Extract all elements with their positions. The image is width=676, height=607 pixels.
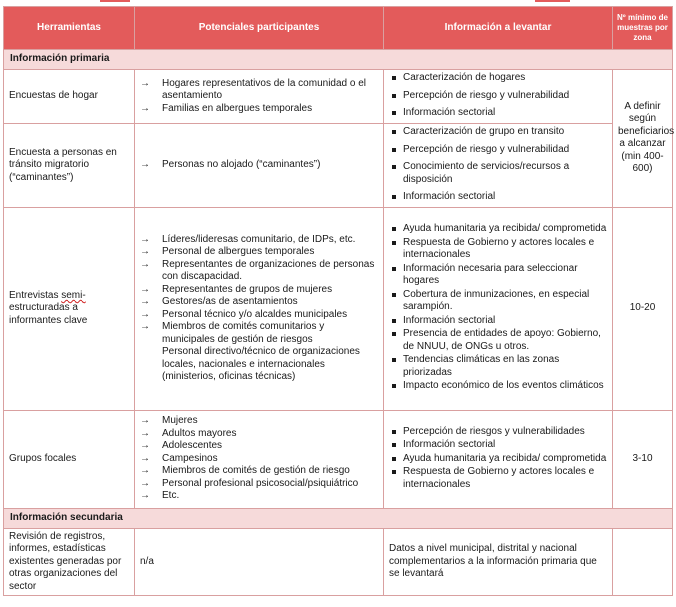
list-item: Personal directivo/técnico de organizaciones locales, nacionales e internacionales (ministerios, oficinas técnicas) xyxy=(162,346,360,382)
tool-cell: Revisión de registros, informes, estadísticas existentes generadas por otras organizaciones del sector xyxy=(4,528,135,596)
min-samples-cell: 3-10 xyxy=(613,410,673,508)
list-item: → Miembros de comités de gestión de riesgo xyxy=(140,465,350,477)
list-item: → Etc. xyxy=(140,490,180,502)
participants-cell xyxy=(135,410,384,508)
participants-cell: n/a xyxy=(135,528,384,596)
square-bullet-icon xyxy=(392,195,396,199)
list-item: → Miembros de comités comunitarios y municipales de gestión de riesgos xyxy=(140,321,325,345)
info-cell xyxy=(384,207,613,410)
info-cell xyxy=(384,70,613,124)
arrow-icon: → xyxy=(140,427,150,439)
participants-cell xyxy=(135,70,384,124)
min-samples-cell xyxy=(613,528,673,596)
arrow-icon: → xyxy=(140,233,150,245)
arrow-icon: → xyxy=(140,308,150,320)
section-secondary-title: Información secundaria xyxy=(4,508,673,528)
list-item: → Representantes de organizaciones de personas con discapacidad. xyxy=(140,258,375,282)
arrow-icon: → xyxy=(140,321,150,332)
square-bullet-icon xyxy=(392,148,396,152)
square-bullet-icon xyxy=(392,267,396,271)
info-cell xyxy=(384,410,613,508)
list-item: Información sectorial xyxy=(389,315,607,328)
list-item: Percepción de riesgo y vulnerabilidad xyxy=(389,144,607,157)
list-item: → Familias en albergues temporales xyxy=(140,102,313,114)
list-item: Respuesta de Gobierno y actores locales e internacionales xyxy=(389,237,607,262)
list-item: Información sectorial xyxy=(389,107,607,120)
arrow-icon: → xyxy=(140,477,150,489)
list-item: Respuesta de Gobierno y actores locales e internacionales xyxy=(389,466,607,491)
list-item: Información necesaria para seleccionar hogares xyxy=(389,263,607,288)
list-item: Impacto económico de los eventos climáticos xyxy=(389,380,607,393)
list-item: Ayuda humanitaria ya recibida/ comprometida xyxy=(389,223,607,236)
tool-cell: Encuesta a personas en tránsito migratorio (“caminantes”) xyxy=(4,124,135,208)
list-item: → Representantes de grupos de mujeres xyxy=(140,283,333,295)
min-samples-cell: A definir según beneficiarios a alcanzar (min 400-600) xyxy=(613,70,673,208)
tool-cell: Encuestas de hogar xyxy=(4,70,135,124)
header-row xyxy=(4,7,673,50)
section-primary-title: Información primaria xyxy=(4,50,673,70)
info-cell xyxy=(384,124,613,208)
participants-cell xyxy=(135,124,384,208)
list-item: Percepción de riesgo y vulnerabilidad xyxy=(389,90,607,103)
square-bullet-icon xyxy=(392,332,396,336)
list-item: → Gestores/as de asentamientos xyxy=(140,296,298,307)
square-bullet-icon xyxy=(392,384,396,388)
arrow-icon: → xyxy=(140,415,150,427)
arrow-icon: → xyxy=(140,77,150,89)
list-item: Presencia de entidades de apoyo: Gobierno, de NNUU, de ONGs u otros. xyxy=(389,328,607,353)
header-min-samples: Nº mínimo de muestras por zona xyxy=(613,7,673,50)
arrow-icon: → xyxy=(140,490,150,502)
list-item: → Campesinos xyxy=(140,452,218,464)
table-row xyxy=(4,124,673,208)
list-item: Cobertura de inmunizaciones, en especial sarampión. xyxy=(389,289,607,314)
tool-cell: Grupos focales xyxy=(4,410,135,508)
arrow-icon: → xyxy=(140,246,150,257)
list-item: Caracterización de grupo en transito xyxy=(389,126,607,139)
square-bullet-icon xyxy=(392,76,396,80)
square-bullet-icon xyxy=(392,443,396,447)
square-bullet-icon xyxy=(392,457,396,461)
header-tools: Herramientas xyxy=(4,7,135,50)
square-bullet-icon xyxy=(392,94,396,98)
list-item: → Personal técnico y/o alcaldes municipales xyxy=(140,308,348,320)
arrow-icon: → xyxy=(140,159,150,170)
arrow-icon: → xyxy=(140,440,150,452)
header-participants: Potenciales participantes xyxy=(135,7,384,50)
list-item: → Adolescentes xyxy=(140,440,223,452)
square-bullet-icon xyxy=(392,241,396,245)
table-row xyxy=(4,70,673,124)
square-bullet-icon xyxy=(392,293,396,297)
arrow-icon: → xyxy=(140,465,150,477)
list-item: Tendencias climáticas en las zonas priorizadas xyxy=(389,354,607,379)
decorative-underline xyxy=(100,0,130,2)
decorative-underline-right xyxy=(535,0,570,2)
square-bullet-icon xyxy=(392,130,396,134)
spellcheck-word: semi- xyxy=(61,289,86,301)
participants-cell xyxy=(135,207,384,410)
tool-cell: Entrevistas semi- estructuradas a informantes clave xyxy=(4,207,135,410)
section-primary-row xyxy=(4,50,673,70)
square-bullet-icon xyxy=(392,430,396,434)
header-info: Información a levantar xyxy=(384,7,613,50)
section-secondary-row xyxy=(4,508,673,528)
list-item: → Líderes/lideresas comunitario, de IDPs, etc. xyxy=(140,233,356,245)
table-row xyxy=(4,410,673,508)
square-bullet-icon xyxy=(392,227,396,231)
list-item: Ayuda humanitaria ya recibida/ comprometida xyxy=(389,453,607,466)
list-item: → Personal profesional psicosocial/psiquiátrico xyxy=(140,477,359,489)
list-item: Información sectorial xyxy=(389,439,607,452)
table-row xyxy=(4,207,673,410)
arrow-icon: → xyxy=(140,102,150,114)
list-item: Información sectorial xyxy=(389,191,607,204)
list-item: Conocimiento de servicios/recursos a disposición xyxy=(389,161,607,186)
list-item: Percepción de riesgos y vulnerabilidades xyxy=(389,426,607,439)
list-item: → Adultos mayores xyxy=(140,427,237,439)
list-item: → Mujeres xyxy=(140,415,198,427)
table-row xyxy=(4,528,673,596)
square-bullet-icon xyxy=(392,358,396,362)
list-item: → Hogares representativos de la comunidad o el asentamiento xyxy=(140,77,367,102)
list-item: → Personal de albergues temporales xyxy=(140,246,315,257)
square-bullet-icon xyxy=(392,319,396,323)
data-collection-table xyxy=(3,6,673,596)
square-bullet-icon xyxy=(392,111,396,115)
square-bullet-icon xyxy=(392,470,396,474)
list-item: → Personas no alojado (“caminantes”) xyxy=(140,159,321,170)
info-cell: Datos a nivel municipal, distrital y nacional complementarios a la información primaria que se levantará xyxy=(384,528,613,596)
min-samples-cell: 10-20 xyxy=(613,207,673,410)
arrow-icon: → xyxy=(140,283,150,295)
arrow-icon: → xyxy=(140,296,150,307)
square-bullet-icon xyxy=(392,165,396,169)
arrow-icon: → xyxy=(140,258,150,270)
arrow-icon: → xyxy=(140,452,150,464)
list-item: Caracterización de hogares xyxy=(389,72,607,85)
